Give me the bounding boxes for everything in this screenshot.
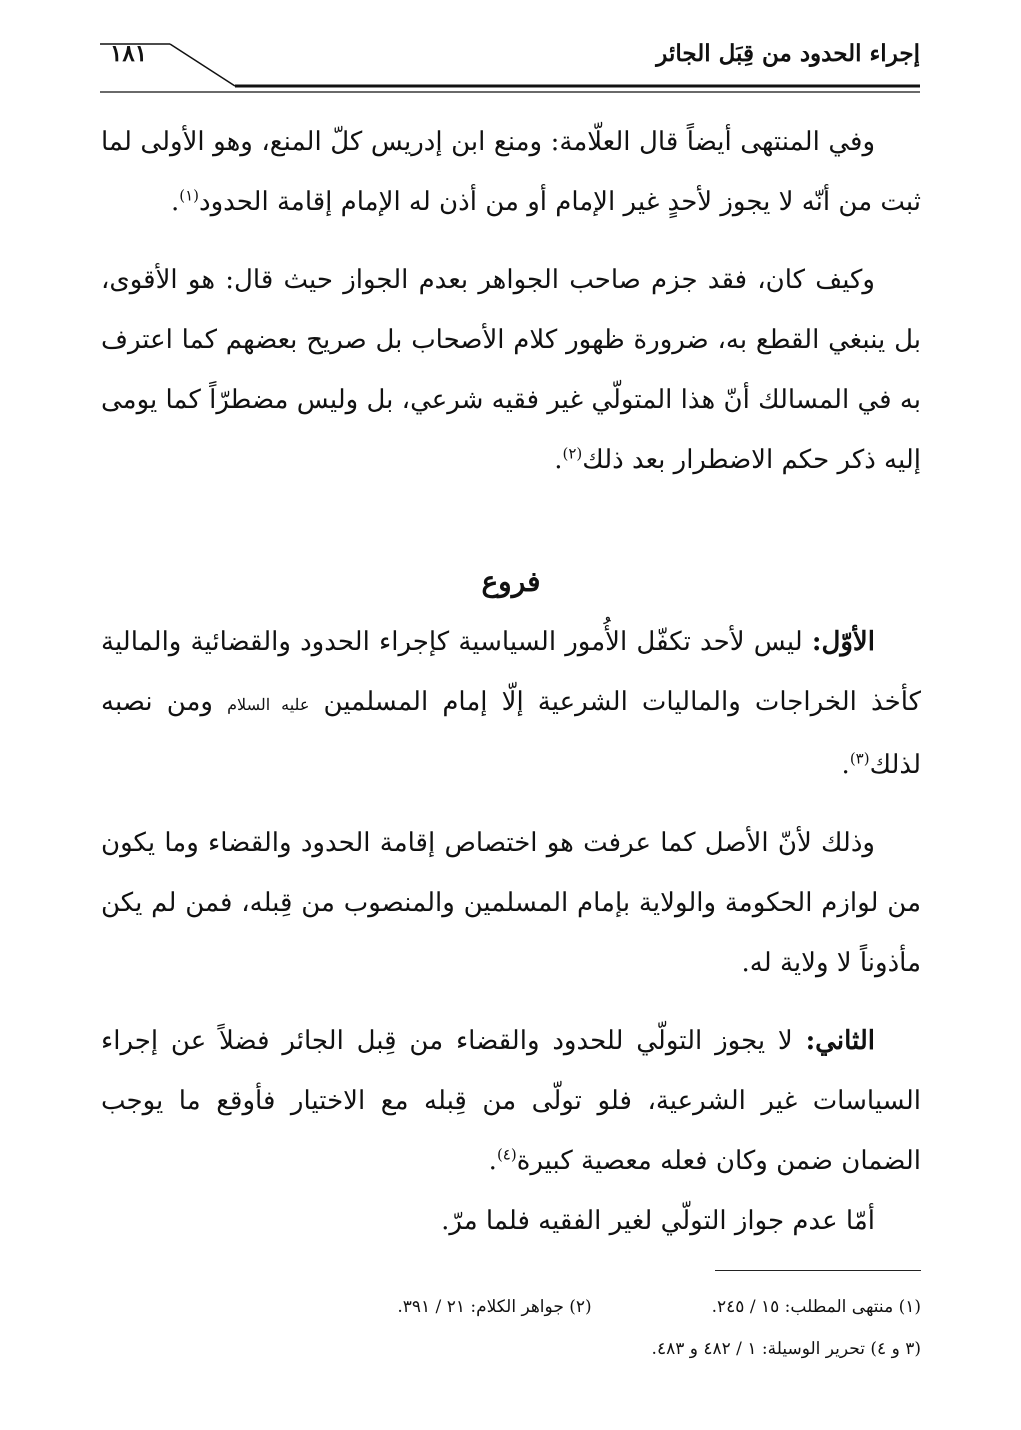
paragraph-5 <box>101 1011 921 1191</box>
footnote-2: (٢) جواهر الكلام: ٢١ / ٣٩١. <box>397 1297 592 1317</box>
paragraph-4 <box>101 813 921 993</box>
footnote-ref-2[interactable]: (٢) <box>562 444 583 463</box>
paragraph-2-end: . <box>554 445 563 475</box>
section-title: فروع <box>481 565 541 598</box>
running-header <box>100 30 920 100</box>
running-title: إجراء الحدود من قِبَل الجائر <box>656 40 920 67</box>
paragraph-1-end: . <box>170 187 180 217</box>
footnote-3: (٣ و ٤) تحرير الوسيلة: ١ / ٤٨٢ و ٤٨٣. <box>651 1339 921 1359</box>
footnote-row <box>101 1286 921 1328</box>
honorific-glyph: عليه السلام <box>227 695 310 714</box>
footnote-ref-3[interactable]: (٣) <box>849 749 870 768</box>
footnote-1: (١) منتهى المطلب: ١٥ / ٢٤٥. <box>711 1297 921 1317</box>
paragraph-3 <box>101 612 921 795</box>
paragraph-1-text: وفي المنتهى أيضاً قال العلّامة: ومنع ابن إدريس كلّ المنع، وهو الأولى لما ثبت من أنّه لا يجوز لأحدٍ غير الإمام أو من أذن له الإمام إقامة الحدود <box>101 127 921 217</box>
paragraph-5-text: لا يجوز التولّي للحدود والقضاء من قِبل الجائر فضلاً عن إجراء السياسات غير الشرعية، فلو تولّى من قِبله مع الاختيار فأوقع ما يوجب الضمان ضمن وكان فعله معصية كبيرة <box>101 1026 922 1176</box>
paragraph-2 <box>101 250 921 490</box>
footnotes <box>101 1286 921 1370</box>
paragraph-1 <box>101 112 921 232</box>
footnote-ref-4[interactable]: (٤) <box>496 1145 517 1164</box>
main-text <box>101 112 921 1269</box>
item-lead-second: الثاني: <box>805 1026 875 1056</box>
page-number: ١٨١ <box>110 40 148 67</box>
paragraph-3-text-cont: ومن نصبه لذلك <box>101 687 921 780</box>
paragraph-6-text: أمّا عدم جواز التولّي لغير الفقيه فلما مرّ. <box>441 1206 875 1236</box>
paragraph-3-text: ليس لأحد تكفّل الأُمور السياسية كإجراء الحدود والقضائية والمالية كأخذ الخراجات والماليات الشرعية إلّا إمام المسلمين <box>101 627 922 717</box>
paragraph-6 <box>101 1191 921 1251</box>
footnote-ref-1[interactable]: (١) <box>179 186 199 205</box>
item-lead-first: الأوّل: <box>811 627 875 657</box>
footnote-row <box>101 1328 921 1370</box>
paragraph-4-text: وذلك لأنّ الأصل كما عرفت هو اختصاص إقامة الحدود والقضاء وما يكون من لوازم الحكومة والولاية بإمام المسلمين والمنصوب من قِبله، فمن لم يكن مأذوناً لا ولاية له. <box>101 828 921 978</box>
paragraph-5-end: . <box>488 1146 497 1176</box>
paragraph-2-text: وكيف كان، فقد جزم صاحب الجواهر بعدم الجواز حيث قال: هو الأقوى، بل ينبغي القطع به، ضرورة ظهور كلام الأصحاب بل صريح بعضهم كما اعترف به في المسالك أنّ هذا المتولّي غير فقيه شرعي، بل وليس مضطرّاً كما يومى إليه ذكر حكم الاضطرار بعد ذلك <box>100 265 921 475</box>
paragraph-3-end: . <box>841 750 850 780</box>
footnote-separator <box>715 1270 921 1271</box>
